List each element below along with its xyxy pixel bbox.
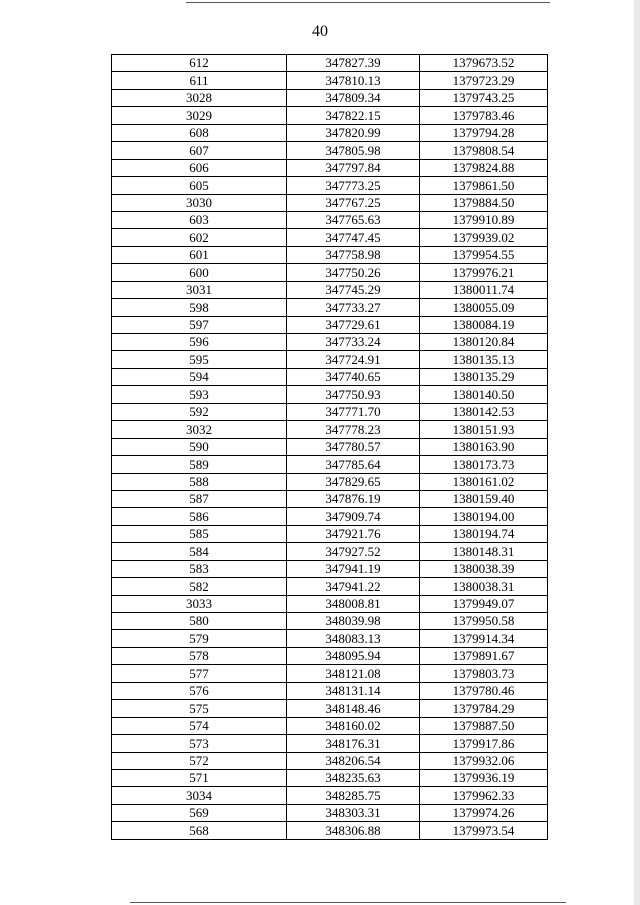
x-coordinate-cell: 347785.64	[287, 456, 420, 473]
point-number-cell: 584	[112, 543, 287, 560]
table-row	[112, 159, 548, 176]
table-row	[112, 351, 548, 368]
x-coordinate-cell: 348008.81	[287, 595, 420, 612]
table-row	[112, 769, 548, 786]
y-coordinate-cell: 1379673.52	[420, 55, 548, 72]
y-coordinate-cell: 1379743.25	[420, 89, 548, 106]
x-coordinate-cell: 347733.24	[287, 334, 420, 351]
page-number: 40	[312, 23, 328, 40]
x-coordinate-cell: 347927.52	[287, 543, 420, 560]
point-number-cell: 611	[112, 72, 287, 89]
point-number-cell: 3028	[112, 89, 287, 106]
y-coordinate-cell: 1379824.88	[420, 159, 548, 176]
table-row	[112, 700, 548, 717]
point-number-cell: 3030	[112, 194, 287, 211]
y-coordinate-cell: 1380140.50	[420, 386, 548, 403]
y-coordinate-cell: 1379783.46	[420, 107, 548, 124]
point-number-cell: 586	[112, 508, 287, 525]
x-coordinate-cell: 348206.54	[287, 752, 420, 769]
x-coordinate-cell: 347771.70	[287, 403, 420, 420]
point-number-cell: 597	[112, 316, 287, 333]
y-coordinate-cell: 1380159.40	[420, 490, 548, 507]
table-row	[112, 438, 548, 455]
x-coordinate-cell: 347740.65	[287, 368, 420, 385]
table-row	[112, 55, 548, 72]
x-coordinate-cell: 348303.31	[287, 804, 420, 821]
y-coordinate-cell: 1380038.31	[420, 578, 548, 595]
table-row	[112, 124, 548, 141]
table-row	[112, 525, 548, 542]
y-coordinate-cell: 1379803.73	[420, 665, 548, 682]
table-row	[112, 822, 548, 839]
y-coordinate-cell: 1380084.19	[420, 316, 548, 333]
table-row	[112, 194, 548, 211]
point-number-cell: 578	[112, 647, 287, 664]
x-coordinate-cell: 347780.57	[287, 438, 420, 455]
table-row	[112, 281, 548, 298]
y-coordinate-cell: 1379917.86	[420, 735, 548, 752]
point-number-cell: 573	[112, 735, 287, 752]
table-row	[112, 89, 548, 106]
table-row	[112, 630, 548, 647]
x-coordinate-cell: 348083.13	[287, 630, 420, 647]
point-number-cell: 3029	[112, 107, 287, 124]
table-row	[112, 386, 548, 403]
x-coordinate-cell: 348176.31	[287, 735, 420, 752]
y-coordinate-cell: 1379950.58	[420, 613, 548, 630]
point-number-cell: 588	[112, 473, 287, 490]
table-row	[112, 752, 548, 769]
y-coordinate-cell: 1379808.54	[420, 142, 548, 159]
x-coordinate-cell: 347941.19	[287, 560, 420, 577]
x-coordinate-cell: 347810.13	[287, 72, 420, 89]
table-row	[112, 665, 548, 682]
x-coordinate-cell: 348235.63	[287, 769, 420, 786]
y-coordinate-cell: 1379784.29	[420, 700, 548, 717]
y-coordinate-cell: 1379932.06	[420, 752, 548, 769]
x-coordinate-cell: 347827.39	[287, 55, 420, 72]
y-coordinate-cell: 1380148.31	[420, 543, 548, 560]
y-coordinate-cell: 1379861.50	[420, 177, 548, 194]
x-coordinate-cell: 347758.98	[287, 246, 420, 263]
x-coordinate-cell: 347797.84	[287, 159, 420, 176]
y-coordinate-cell: 1380055.09	[420, 299, 548, 316]
point-number-cell: 3032	[112, 421, 287, 438]
point-number-cell: 601	[112, 246, 287, 263]
point-number-cell: 579	[112, 630, 287, 647]
point-number-cell: 607	[112, 142, 287, 159]
y-coordinate-cell: 1380163.90	[420, 438, 548, 455]
x-coordinate-cell: 347909.74	[287, 508, 420, 525]
y-coordinate-cell: 1379973.54	[420, 822, 548, 839]
scan-bottom-rule	[130, 902, 566, 903]
point-number-cell: 590	[112, 438, 287, 455]
table-row	[112, 403, 548, 420]
y-coordinate-cell: 1379723.29	[420, 72, 548, 89]
point-number-cell: 608	[112, 124, 287, 141]
point-number-cell: 605	[112, 177, 287, 194]
scan-right-edge	[634, 0, 640, 905]
y-coordinate-cell: 1380194.00	[420, 508, 548, 525]
point-number-cell: 603	[112, 211, 287, 228]
point-number-cell: 3034	[112, 787, 287, 804]
table-row	[112, 787, 548, 804]
y-coordinate-cell: 1380173.73	[420, 456, 548, 473]
point-number-cell: 3031	[112, 281, 287, 298]
point-number-cell: 571	[112, 769, 287, 786]
table-row	[112, 107, 548, 124]
point-number-cell: 575	[112, 700, 287, 717]
table-row	[112, 142, 548, 159]
x-coordinate-cell: 347941.22	[287, 578, 420, 595]
y-coordinate-cell: 1380135.29	[420, 368, 548, 385]
coordinates-table	[111, 54, 548, 840]
table-row	[112, 613, 548, 630]
point-number-cell: 3033	[112, 595, 287, 612]
point-number-cell: 606	[112, 159, 287, 176]
point-number-cell: 592	[112, 403, 287, 420]
table-row	[112, 508, 548, 525]
y-coordinate-cell: 1380151.93	[420, 421, 548, 438]
y-coordinate-cell: 1380038.39	[420, 560, 548, 577]
table-row	[112, 229, 548, 246]
y-coordinate-cell: 1379976.21	[420, 264, 548, 281]
y-coordinate-cell: 1379887.50	[420, 717, 548, 734]
table-row	[112, 421, 548, 438]
x-coordinate-cell: 347921.76	[287, 525, 420, 542]
x-coordinate-cell: 348039.98	[287, 613, 420, 630]
table-row	[112, 72, 548, 89]
point-number-cell: 600	[112, 264, 287, 281]
point-number-cell: 594	[112, 368, 287, 385]
table-row	[112, 595, 548, 612]
x-coordinate-cell: 347765.63	[287, 211, 420, 228]
y-coordinate-cell: 1379974.26	[420, 804, 548, 821]
table-row	[112, 211, 548, 228]
y-coordinate-cell: 1380194.74	[420, 525, 548, 542]
table-row	[112, 560, 548, 577]
x-coordinate-cell: 347745.29	[287, 281, 420, 298]
point-number-cell: 596	[112, 334, 287, 351]
table-row	[112, 578, 548, 595]
point-number-cell: 568	[112, 822, 287, 839]
point-number-cell: 585	[112, 525, 287, 542]
y-coordinate-cell: 1379936.19	[420, 769, 548, 786]
point-number-cell: 593	[112, 386, 287, 403]
point-number-cell: 569	[112, 804, 287, 821]
y-coordinate-cell: 1379914.34	[420, 630, 548, 647]
x-coordinate-cell: 347778.23	[287, 421, 420, 438]
y-coordinate-cell: 1380142.53	[420, 403, 548, 420]
y-coordinate-cell: 1380120.84	[420, 334, 548, 351]
table-row	[112, 334, 548, 351]
x-coordinate-cell: 348131.14	[287, 682, 420, 699]
table-row	[112, 717, 548, 734]
table-row	[112, 473, 548, 490]
y-coordinate-cell: 1379954.55	[420, 246, 548, 263]
y-coordinate-cell: 1379962.33	[420, 787, 548, 804]
point-number-cell: 572	[112, 752, 287, 769]
y-coordinate-cell: 1379780.46	[420, 682, 548, 699]
y-coordinate-cell: 1379891.67	[420, 647, 548, 664]
x-coordinate-cell: 347750.26	[287, 264, 420, 281]
x-coordinate-cell: 347876.19	[287, 490, 420, 507]
x-coordinate-cell: 348148.46	[287, 700, 420, 717]
x-coordinate-cell: 347829.65	[287, 473, 420, 490]
point-number-cell: 602	[112, 229, 287, 246]
x-coordinate-cell: 348121.08	[287, 665, 420, 682]
x-coordinate-cell: 348160.02	[287, 717, 420, 734]
x-coordinate-cell: 347809.34	[287, 89, 420, 106]
table-row	[112, 647, 548, 664]
x-coordinate-cell: 347773.25	[287, 177, 420, 194]
point-number-cell: 587	[112, 490, 287, 507]
y-coordinate-cell: 1379910.89	[420, 211, 548, 228]
y-coordinate-cell: 1379884.50	[420, 194, 548, 211]
x-coordinate-cell: 347733.27	[287, 299, 420, 316]
x-coordinate-cell: 347747.45	[287, 229, 420, 246]
scan-top-rule	[186, 2, 550, 3]
table-row	[112, 177, 548, 194]
x-coordinate-cell: 347724.91	[287, 351, 420, 368]
point-number-cell: 582	[112, 578, 287, 595]
y-coordinate-cell: 1380011.74	[420, 281, 548, 298]
y-coordinate-cell: 1380135.13	[420, 351, 548, 368]
x-coordinate-cell: 347805.98	[287, 142, 420, 159]
x-coordinate-cell: 347820.99	[287, 124, 420, 141]
table-row	[112, 490, 548, 507]
table-row	[112, 316, 548, 333]
y-coordinate-cell: 1379939.02	[420, 229, 548, 246]
point-number-cell: 580	[112, 613, 287, 630]
table-row	[112, 543, 548, 560]
point-number-cell: 574	[112, 717, 287, 734]
point-number-cell: 576	[112, 682, 287, 699]
table-row	[112, 246, 548, 263]
table-row	[112, 299, 548, 316]
x-coordinate-cell: 348306.88	[287, 822, 420, 839]
point-number-cell: 577	[112, 665, 287, 682]
table-row	[112, 456, 548, 473]
table-row	[112, 264, 548, 281]
x-coordinate-cell: 347767.25	[287, 194, 420, 211]
table-row	[112, 368, 548, 385]
point-number-cell: 598	[112, 299, 287, 316]
x-coordinate-cell: 347729.61	[287, 316, 420, 333]
point-number-cell: 583	[112, 560, 287, 577]
coordinates-table-body	[112, 55, 548, 840]
x-coordinate-cell: 348095.94	[287, 647, 420, 664]
table-row	[112, 735, 548, 752]
point-number-cell: 612	[112, 55, 287, 72]
x-coordinate-cell: 347822.15	[287, 107, 420, 124]
y-coordinate-cell: 1379794.28	[420, 124, 548, 141]
y-coordinate-cell: 1379949.07	[420, 595, 548, 612]
x-coordinate-cell: 347750.93	[287, 386, 420, 403]
y-coordinate-cell: 1380161.02	[420, 473, 548, 490]
table-row	[112, 682, 548, 699]
x-coordinate-cell: 348285.75	[287, 787, 420, 804]
table-row	[112, 804, 548, 821]
point-number-cell: 595	[112, 351, 287, 368]
point-number-cell: 589	[112, 456, 287, 473]
